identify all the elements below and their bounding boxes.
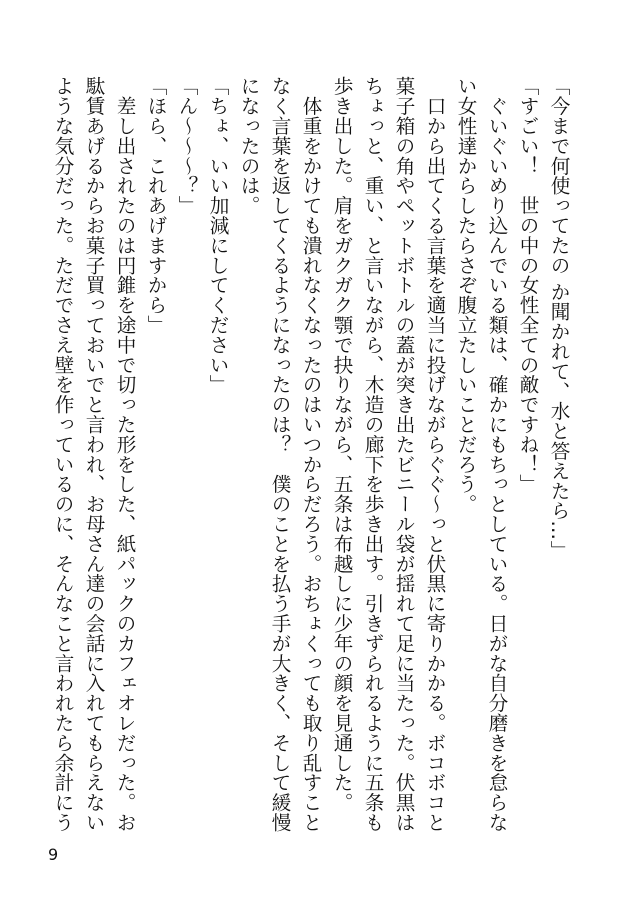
text-line: 菓子箱の角やペットボトルの蓋が突き出たビニール袋が揺れて足に当たった。伏黒は xyxy=(392,76,415,833)
page-number: 9 xyxy=(48,845,59,864)
text-line: い女性達からしたらさぞ腹立たしいことだろう。 xyxy=(454,76,477,514)
text-line: 「ほら、これあげますから」 xyxy=(144,76,167,335)
text-line: 「すごい！ 世の中の女性全ての敵ですね！」 xyxy=(516,76,539,494)
text-line: 体重をかけても潰れなくなったのはいつからだろう。おちょくっても取り乱すこと xyxy=(299,76,322,833)
text-line: 歩き出した。肩をガクガク顎で抉りながら、五条は布越しに少年の顔を見通した。 xyxy=(330,76,353,813)
text-line: 「今まで何使ってたの か聞かれて、水と答えたら…」 xyxy=(547,76,570,561)
text-line: 「ん～～～？」 xyxy=(175,76,198,216)
text-line: ぐいぐいめり込んでいる類は、確かにもちっとしている。日がな自分磨きを怠らな xyxy=(485,76,508,833)
text-line: 口から出てくる言葉を適当に投げながらぐぐ～っと伏黒に寄りかかる。ボコボコと xyxy=(423,76,446,833)
text-line: なく言葉を返してくるようになったのは？ 僕のことを払う手が大きく、そして緩慢 xyxy=(268,76,291,833)
text-line: 差し出されたのは円錐を途中で切った形をした、紙パックのカフェオレだった。お xyxy=(113,76,136,833)
text-line: になったのは。 xyxy=(237,76,260,216)
text-line: 「ちょ、いい加減にしてください」 xyxy=(206,76,229,395)
text-line: ような気分だった。ただでさえ壁を作っているのに、そんなこと言われたら余計にう xyxy=(51,76,74,833)
text-line: ちょっと、重い、と言いながら、木造の廊下を歩き出す。引きずられるように五条も xyxy=(361,76,384,833)
text-line: 駄賃あげるからお菓子買っておいでと言われ、お母さん達の会話に入れてもらえない xyxy=(82,76,105,833)
